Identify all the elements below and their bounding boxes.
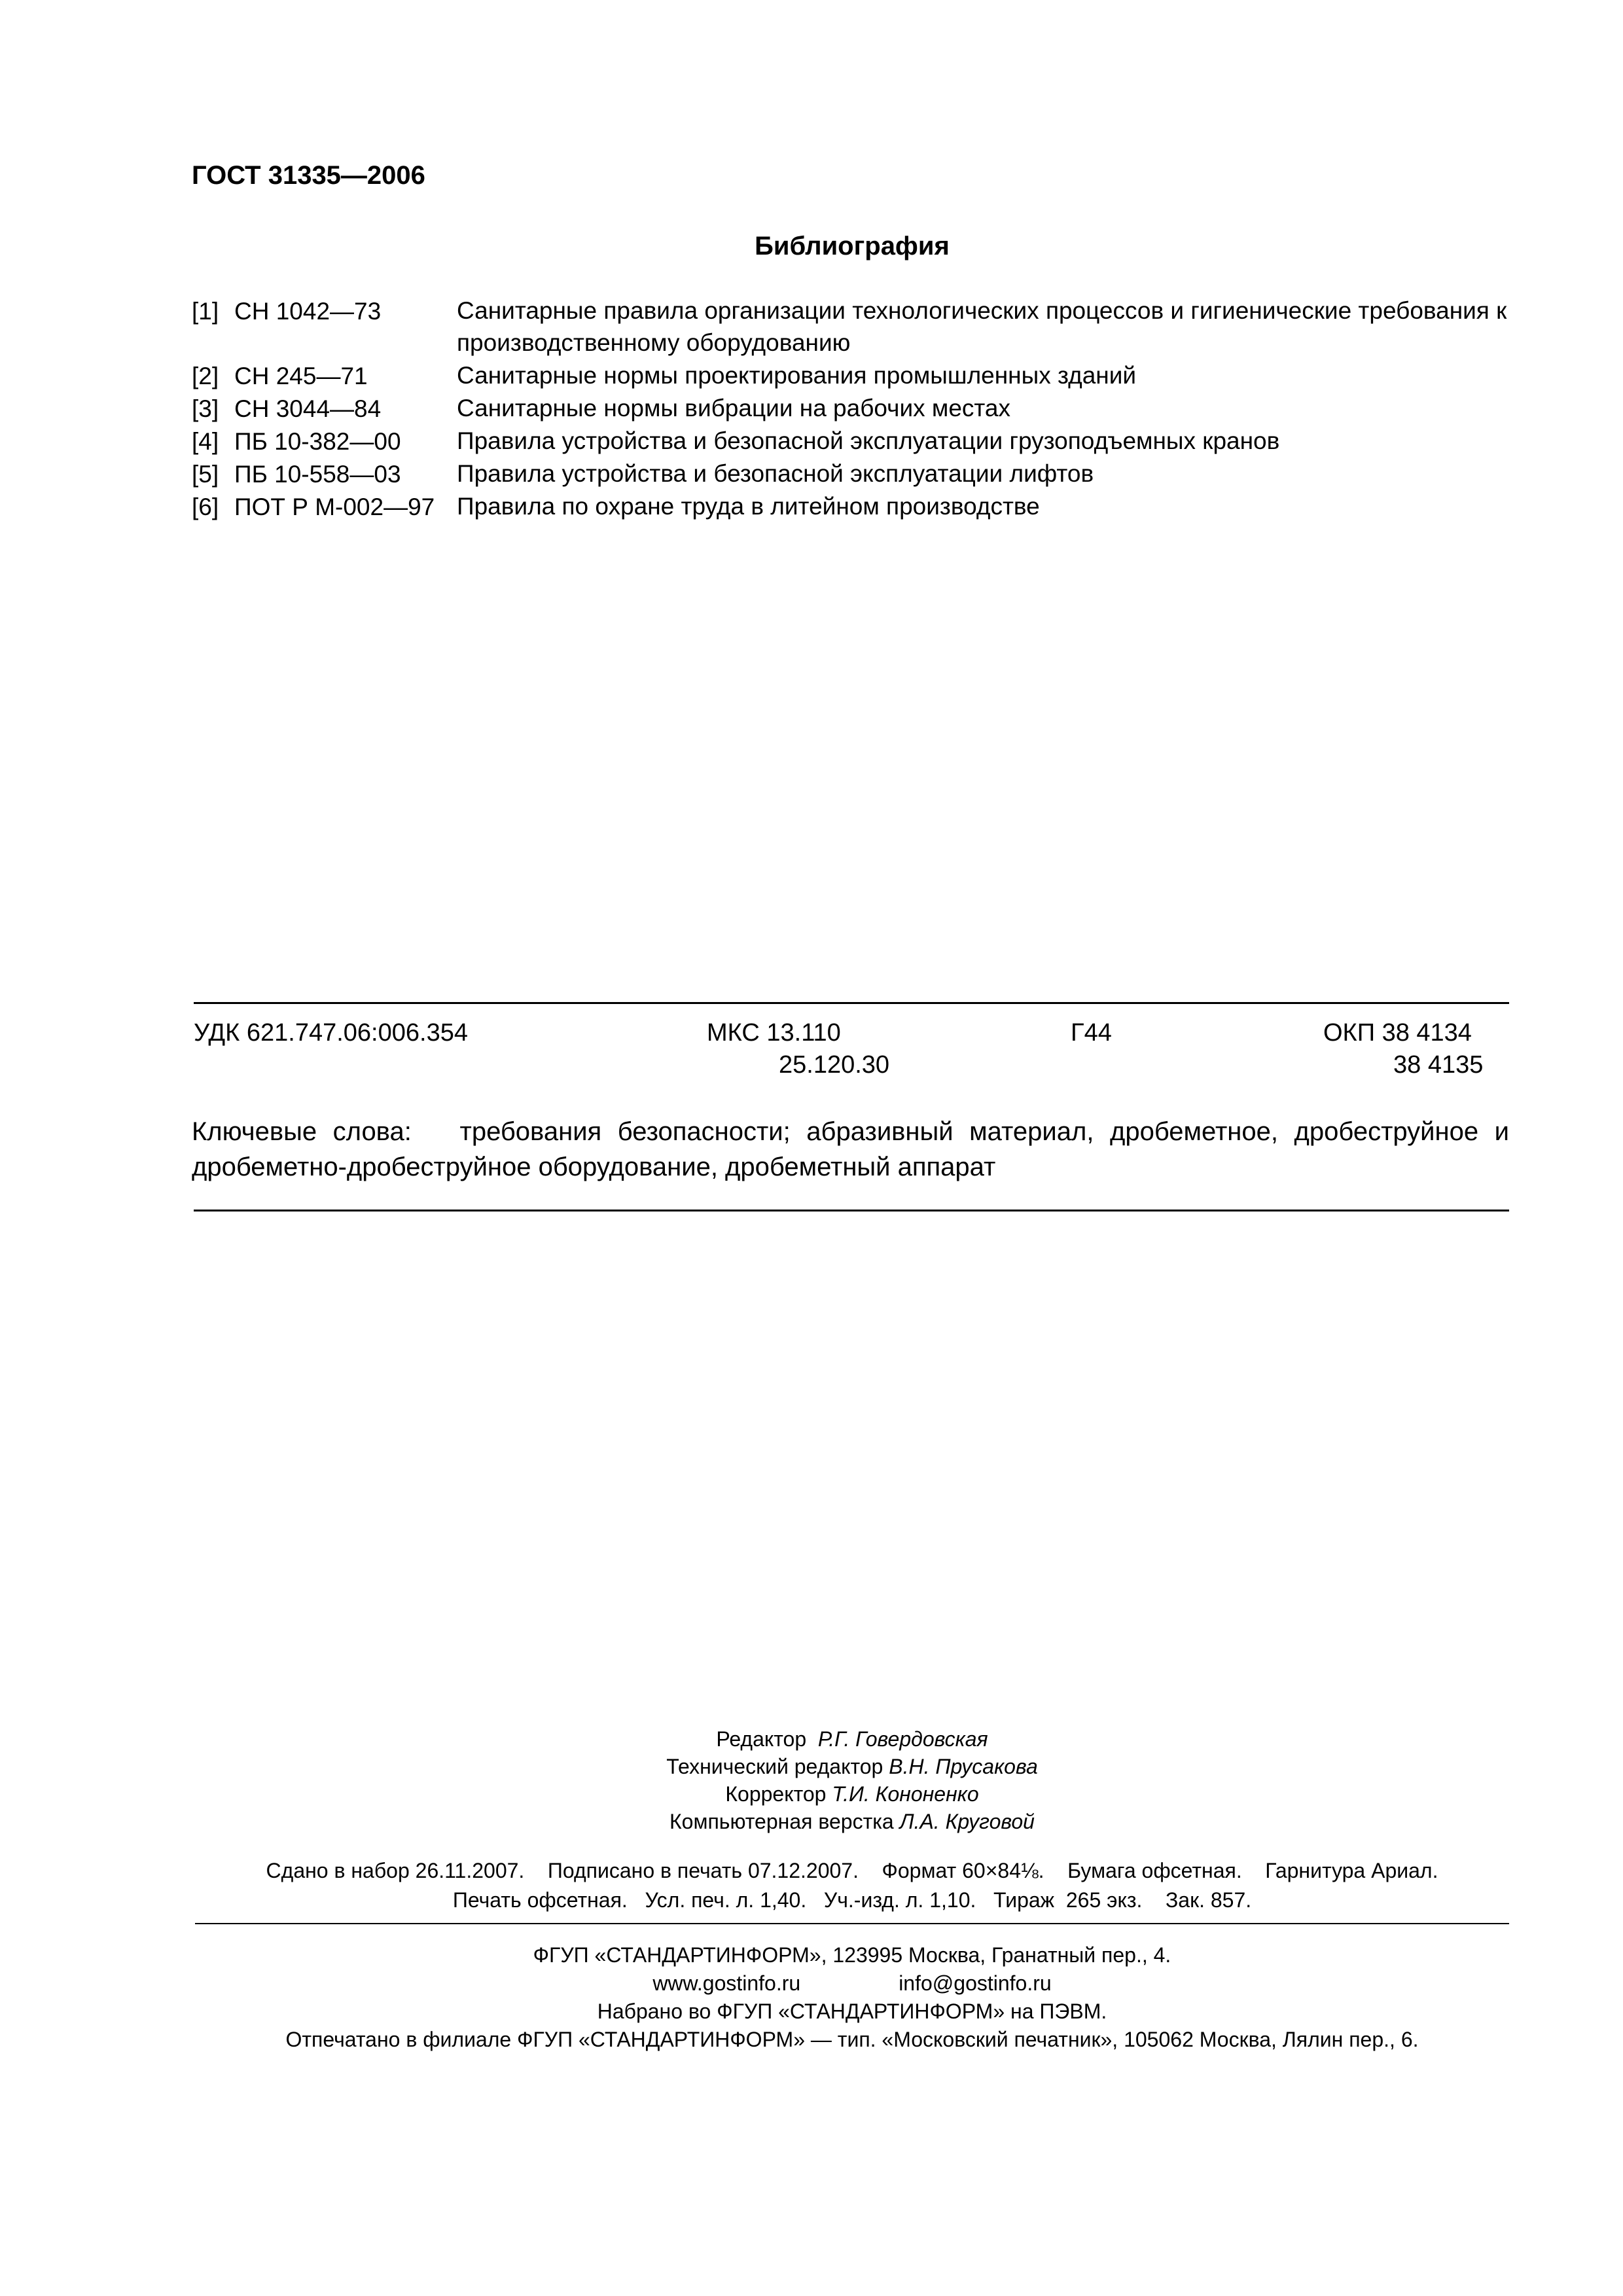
bibliography-item-code: ПБ 10-558—03 — [234, 461, 401, 488]
bibliography-item-code: СН 1042—73 — [234, 298, 382, 325]
credit-label: Редактор — [716, 1727, 807, 1751]
bibliography-item — [192, 425, 1514, 457]
mks-code: МКС 13.110 — [707, 1019, 841, 1047]
bibliography-item — [192, 490, 1514, 522]
credit-name: Р.Г. Говердовская — [817, 1727, 988, 1751]
bibliography-item-code: ПБ 10-382—00 — [234, 428, 401, 455]
bibliography-item — [192, 295, 1514, 359]
udk-code: УДК 621.747.06:006.354 — [194, 1019, 468, 1047]
bibliography-item-number: [3] — [192, 395, 219, 422]
bibliography-item-number: [4] — [192, 428, 219, 455]
standard-number: ГОСТ 31335—2006 — [192, 161, 425, 190]
okp-code-secondary: 38 4135 — [1393, 1051, 1484, 1079]
mks-code-secondary: 25.120.30 — [779, 1051, 890, 1079]
bibliography-item-title: Правила по охране труда в литейном производстве — [457, 493, 1040, 520]
divider-imprint — [195, 1923, 1509, 1924]
bibliography-item — [192, 392, 1514, 424]
credit-label: Корректор — [725, 1782, 827, 1806]
typeset-note: Набрано во ФГУП «СТАНДАРТИНФОРМ» на ПЭВМ. — [597, 2000, 1107, 2023]
bibliography-item-code: СН 3044—84 — [234, 395, 382, 422]
keywords-label: Ключевые слова: — [192, 1117, 412, 1146]
credit-layout — [0, 1808, 1623, 1835]
bibliography-item-code: ПОТ Р М-002—97 — [234, 493, 435, 520]
publisher-email: info@gostinfo.ru — [899, 1971, 1052, 1995]
bibliography-item-title: Санитарные нормы вибрации на рабочих местах — [457, 395, 1011, 422]
bibliography-item-number: [6] — [192, 493, 219, 520]
bibliography-item-title: Правила устройства и безопасной эксплуатации грузоподъемных кранов — [457, 427, 1280, 454]
credit-name: Т.И. Кононенко — [832, 1782, 979, 1806]
divider-top — [194, 1002, 1509, 1004]
printed-note: Отпечатано в филиале ФГУП «СТАНДАРТИНФОРМ» — тип. «Московский печатник», 105062 Москва, Лялин пер., 6. — [285, 2028, 1419, 2051]
bibliography-list — [192, 295, 1514, 523]
divider-bottom — [194, 1210, 1509, 1211]
credit-tech-editor — [0, 1753, 1623, 1780]
bibliography-item — [192, 359, 1514, 391]
bibliography-item-code: СН 245—71 — [234, 363, 368, 389]
credits — [0, 1725, 1623, 1835]
credit-name: Л.А. Круговой — [899, 1810, 1035, 1833]
credit-editor — [0, 1725, 1623, 1753]
keywords-text: требования безопасности; абразивный материал, дробеметное, дробеструйное и дробеметно-дробеструйное оборудование, дробеметный аппарат — [192, 1117, 1510, 1181]
bibliography-item-title: Правила устройства и безопасной эксплуатации лифтов — [457, 460, 1094, 487]
bibliography-item-number: [5] — [192, 461, 219, 488]
group-code: Г44 — [1071, 1019, 1112, 1047]
bibliography-item — [192, 457, 1514, 490]
keywords — [192, 1114, 1509, 1185]
credit-corrector — [0, 1780, 1623, 1808]
okp-code: ОКП 38 4134 — [1323, 1019, 1472, 1047]
publisher-address: ФГУП «СТАНДАРТИНФОРМ», 123995 Москва, Гранатный пер., 4. — [533, 1943, 1171, 1967]
bibliography-item-title: Санитарные нормы проектирования промышленных зданий — [457, 362, 1137, 389]
bibliography-item-title: Санитарные правила организации технологических процессов и гигиенические требования к производственному оборудованию — [457, 297, 1507, 356]
credit-name: В.Н. Прусакова — [889, 1755, 1038, 1778]
credit-label: Технический редактор — [666, 1755, 883, 1778]
bibliography-title: Библиография — [755, 232, 950, 260]
publisher-website: www.gostinfo.ru — [652, 1971, 801, 1995]
publisher-contacts — [0, 1969, 1623, 1998]
bibliography-item-number: [1] — [192, 298, 219, 325]
imprint-line-2: Печать офсетная. Усл. печ. л. 1,40. Уч.-изд. л. 1,10. Тираж 265 экз. Зак. 857. — [452, 1888, 1252, 1912]
credit-label: Компьютерная верстка — [669, 1810, 894, 1833]
imprint-line-1: Сдано в набор 26.11.2007. Подписано в печать 07.12.2007. Формат 60×84⅛. Бумага офсетная. Гарнитура Ариал. — [266, 1859, 1438, 1882]
bibliography-item-number: [2] — [192, 363, 219, 389]
